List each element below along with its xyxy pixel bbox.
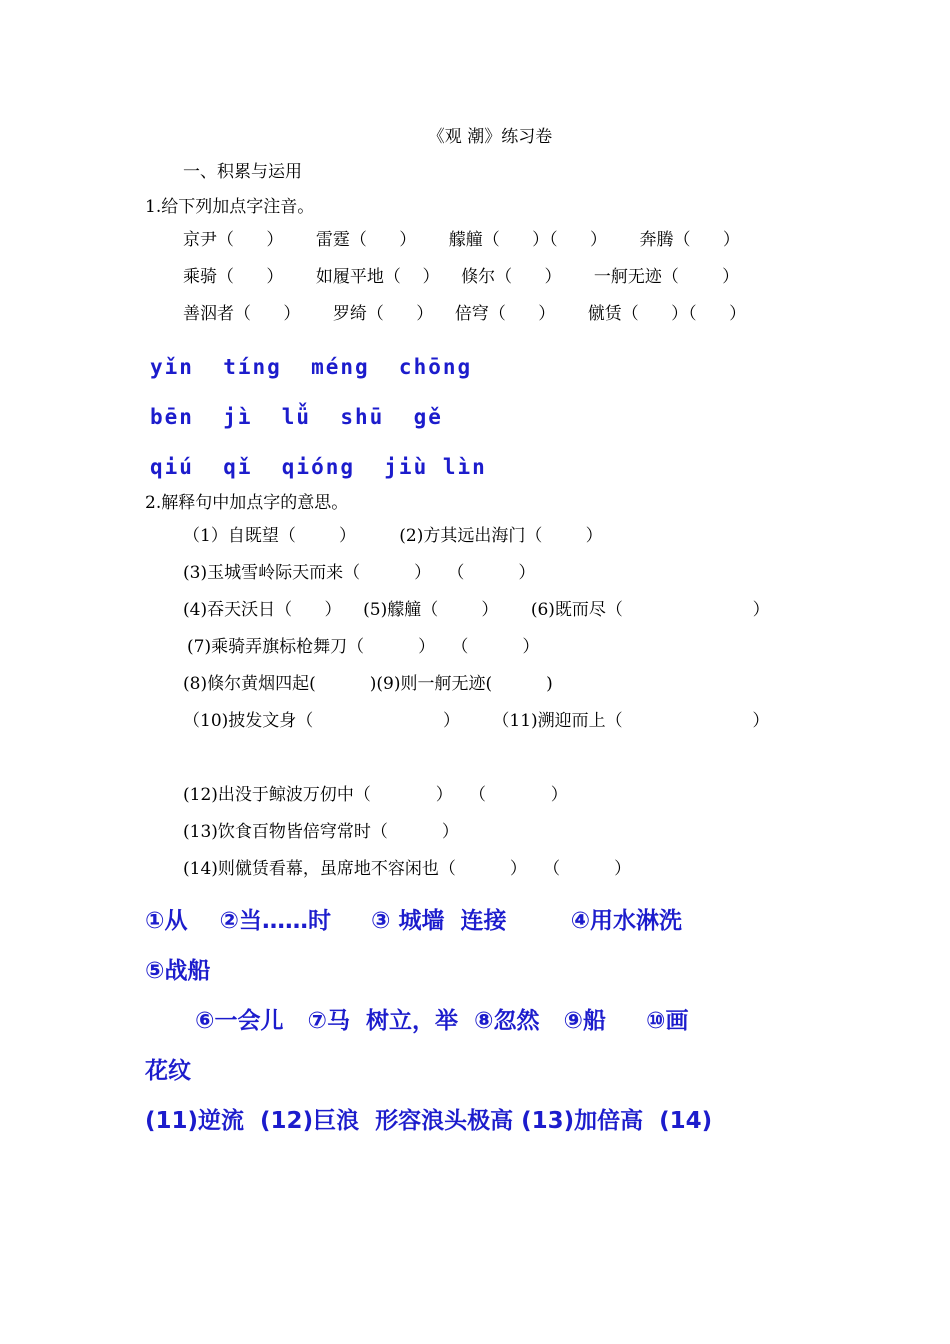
answer-line-3: ⑥一会儿 ⑦马 树立，举 ⑧忽然 ⑨船 ⑩画: [195, 1008, 689, 1034]
question-2-item-14: (14)则僦赁看幕，虽席地不容闲也（ ） （ ）: [183, 859, 632, 879]
question-2-item-13: (13)饮食百物皆倍穹常时（ ）: [183, 822, 459, 842]
question-2-item-3: (3)玉城雪岭际天而来（ ） （ ）: [183, 563, 536, 583]
question-2-item-7: (7)乘骑弄旗标枪舞刀（ ） （ ）: [187, 637, 540, 657]
pinyin-answer-line-2: bēn jì lǚ shū gě: [150, 405, 443, 429]
question-1-row-2: 乘骑（ ） 如履平地（ ） 倏尔（ ） 一舸无迹（ ）: [183, 267, 740, 287]
question-2-item-1: （1）自既望（ ） (2)方其远出海门（ ）: [183, 526, 603, 546]
section-heading: 一、积累与运用: [183, 162, 302, 182]
question-1-row-3: 善泅者（ ） 罗绮（ ） 倍穹（ ） 僦赁（ ）（ ）: [183, 304, 747, 324]
question-2-item-8: (8)倏尔黄烟四起( )(9)则一舸无迹( ): [183, 674, 553, 694]
page-title: 《观 潮》练习卷: [427, 127, 553, 147]
question-1-prompt: 1.给下列加点字注音。: [145, 197, 315, 217]
question-1-row-1: 京尹（ ） 雷霆（ ） 艨艟（ ）（ ） 奔腾（ ）: [183, 230, 740, 250]
question-2-item-10: （10)披发文身（ ） （11)溯迎而上（ ）: [183, 711, 770, 731]
answer-line-2: ⑤战船: [145, 958, 211, 984]
question-2-prompt: 2.解释句中加点字的意思。: [145, 493, 349, 513]
answer-line-4: 花纹: [145, 1058, 191, 1084]
answer-line-1: ①从 ②当……时 ③ 城墙 连接 ④用水淋洗: [145, 908, 683, 934]
answer-line-5: (11)逆流 (12)巨浪 形容浪头极高 (13)加倍高 (14): [145, 1108, 713, 1134]
pinyin-answer-line-1: yǐn tíng méng chōng: [150, 355, 473, 379]
question-2-item-4: (4)吞天沃日（ ） (5)艨艟（ ） (6)既而尽（ ）: [183, 600, 770, 620]
question-2-item-12: (12)出没于鲸波万仞中（ ） （ ）: [183, 785, 568, 805]
pinyin-answer-line-3: qiú qǐ qióng jiù lìn: [150, 455, 487, 479]
